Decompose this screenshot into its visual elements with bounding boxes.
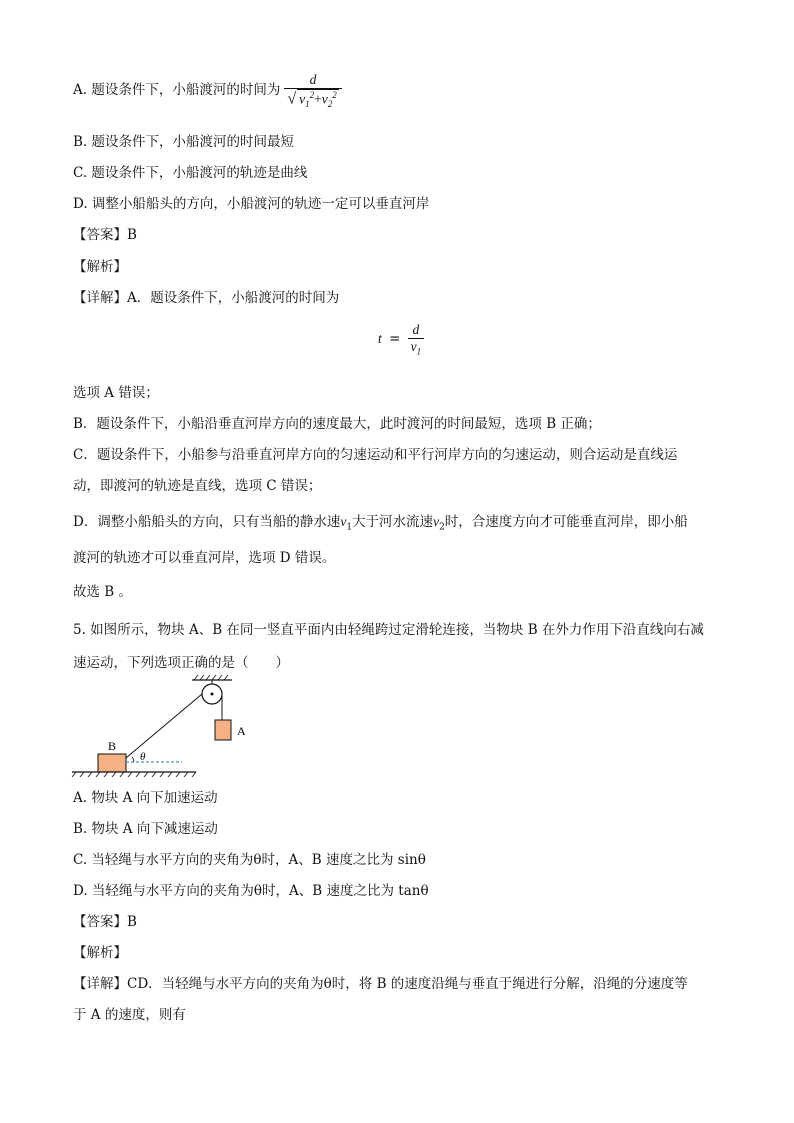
eq-numerator: d — [412, 322, 420, 337]
q5-option-c: C. 当轻绳与水平方向的夹角为θ时，A、B 速度之比为 sinθ — [73, 852, 426, 868]
d-detail-part-3: 时，合速度方向才可能垂直河岸，即小船 — [444, 514, 688, 530]
v1-sub: 1 — [305, 99, 310, 110]
d-detail-2: 渡河的轨迹才可以垂直河岸，选项 D 错误。 — [73, 550, 336, 566]
d-v2-sub: 2 — [439, 522, 445, 533]
eq-v-sub: 1 — [416, 346, 422, 357]
option-a — [73, 72, 342, 109]
analysis-label-2: 【解析】 — [73, 945, 127, 961]
question-5-line-2: 速运动，下列选项正确的是（ ） — [73, 655, 289, 671]
option-b: B. 题设条件下，小船渡河的时间最短 — [73, 134, 295, 150]
detail-a: 【详解】A．题设条件下，小船渡河的时间为 — [73, 290, 340, 306]
ground-hatch — [72, 772, 196, 777]
cd-detail-1: 【详解】CD．当轻绳与水平方向的夹角为θ时，将 B 的速度沿绳与垂直于绳进行分解，沿绳的分速度等 — [73, 976, 688, 992]
choose-b: 故选 B 。 — [73, 584, 133, 600]
v2-sup: 2 — [332, 90, 337, 100]
label-b: B — [108, 739, 117, 753]
pulley-axle — [211, 693, 214, 696]
d-detail-1 — [73, 510, 688, 533]
v2-sub: 2 — [327, 99, 333, 110]
d-v1-sub: 1 — [346, 522, 353, 533]
d-v2-symbol: v — [433, 514, 440, 529]
option-a-text: A. 题设条件下，小船渡河的时间为 — [73, 82, 281, 99]
option-c: C. 题设条件下，小船渡河的轨迹是曲线 — [73, 165, 308, 181]
label-theta: θ — [140, 751, 146, 763]
pulley-figure — [70, 672, 270, 782]
q5-option-d: D. 当轻绳与水平方向的夹角为θ时，A、B 速度之比为 tanθ — [73, 883, 429, 899]
eq-denominator — [408, 338, 425, 357]
label-a: A — [237, 724, 246, 738]
time-fraction — [284, 72, 341, 109]
ceiling-hatch — [194, 675, 228, 680]
v2-symbol: v — [321, 91, 328, 107]
q5-option-b: B. 物块 A 向下减速运动 — [73, 821, 218, 837]
angle-arc — [132, 757, 134, 762]
plus-sign: + — [314, 91, 322, 107]
block-a — [215, 720, 231, 740]
c-detail-2: 动，即渡河的轨迹是直线，选项 C 错误； — [73, 478, 322, 494]
analysis-label: 【解析】 — [73, 259, 127, 275]
d-detail-part-2: 大于河水流速 — [352, 514, 434, 530]
t-symbol: t — [378, 330, 382, 346]
v1-symbol: v — [299, 91, 306, 107]
b-detail: B．题设条件下，小船沿垂直河岸方向的速度最大，此时渡河的时间最短，选项 B 正确； — [73, 416, 601, 432]
answer-label-2: 【答案】B — [73, 914, 137, 930]
equation-fraction — [408, 322, 425, 357]
question-5-line-1: 5. 如图所示，物块 A、B 在同一竖直平面内由轻绳跨过定滑轮连接，当物块 B 在外力作用下沿直线向右减 — [73, 622, 704, 638]
time-equation — [378, 322, 424, 357]
equals-sign: = — [389, 330, 401, 347]
rope-to-b — [126, 694, 202, 758]
d-v1-symbol: v — [340, 514, 347, 529]
fraction-denominator: √ $v_1^2+v_2^2$ — [284, 88, 341, 109]
block-b — [98, 754, 126, 772]
fraction-numerator: d — [309, 72, 317, 87]
a-wrong: 选项 A 错误； — [73, 385, 159, 401]
v1-sup: 2 — [309, 90, 315, 100]
cd-detail-2: 于 A 的速度，则有 — [73, 1007, 186, 1023]
eq-v-symbol: v — [410, 339, 417, 354]
d-detail-part-1: D．调整小船船头的方向，只有当船的静水速 — [73, 514, 341, 530]
option-d: D. 调整小船船头的方向，小船渡河的轨迹一定可以垂直河岸 — [73, 196, 430, 212]
answer-label: 【答案】B — [73, 227, 137, 243]
q5-option-a: A. 物块 A 向下加速运动 — [73, 790, 218, 806]
c-detail-1: C．题设条件下，小船参与沿垂直河岸方向的匀速运动和平行河岸方向的匀速运动，则合运动是直线运 — [73, 447, 678, 463]
